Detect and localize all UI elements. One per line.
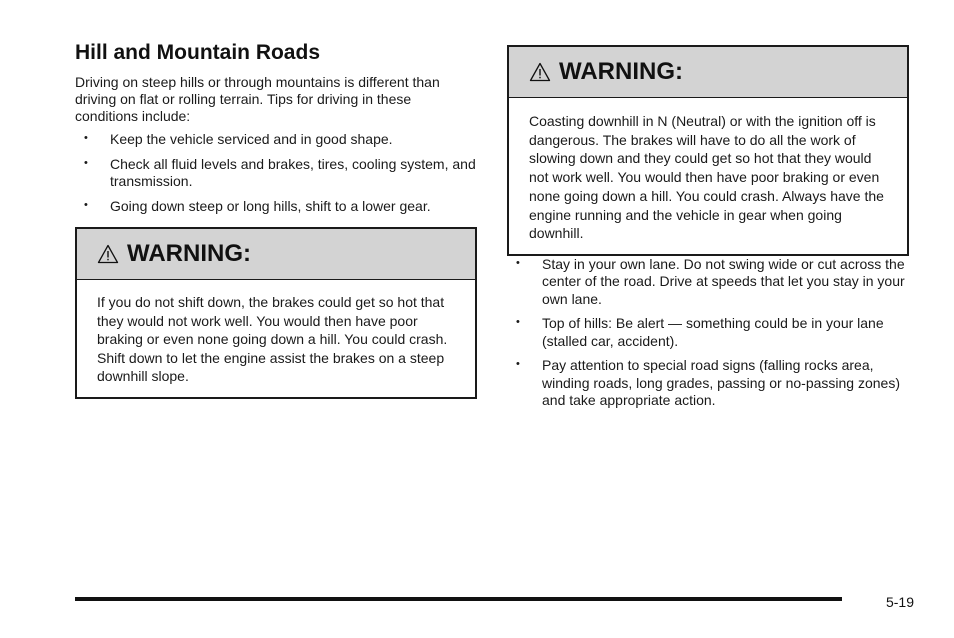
warning-box-downshift [75, 227, 477, 399]
warning-header [509, 47, 907, 98]
list-item: • Top of hills: Be alert — something could be in your lane (stalled car, accident). [516, 315, 884, 349]
list-item: • Pay attention to special road signs (falling rocks area, winding roads, long grades, passing or no-passing zones) and take appropriate action. [516, 357, 900, 409]
tips-list [75, 131, 477, 215]
list-item: • Check all fluid levels and brakes, tires, cooling system, and transmission. [84, 155, 476, 189]
bullet-icon: • [516, 316, 520, 329]
warning-text: If you do not shift down, the brakes could get so hot that they would not work well. You would then have poor braking or even none going down a hill. You could crash. Shift down to let the engine assist the brakes on a steep downhill slope. [97, 294, 448, 384]
list-item: • Going down steep or long hills, shift to a lower gear. [84, 197, 431, 214]
bullet-icon: • [84, 156, 88, 169]
warning-title: WARNING: [127, 240, 251, 267]
warning-header [77, 229, 475, 280]
page-number: 5-19 [885, 594, 914, 610]
left-column [75, 40, 477, 399]
warning-box-coasting [507, 45, 909, 256]
warning-text: Coasting downhill in N (Neutral) or with the ignition off is dangerous. The brakes will have to do all the work of slowing down and they could get so hot that they would not work well. You would then have poor braking or even none going down a hill. You could crash. Always have the engine running and the vehicle in gear when going downhill. [529, 113, 884, 242]
warning-title: WARNING: [559, 58, 683, 85]
right-column [507, 45, 909, 417]
bullet-icon: • [84, 132, 88, 144]
bullet-icon: • [84, 198, 88, 211]
road-tips-list [507, 256, 909, 410]
bullet-icon: • [516, 256, 520, 269]
list-item: • Keep the vehicle serviced and in good shape. [84, 131, 393, 147]
footer-rule [75, 597, 842, 601]
section-title: Hill and Mountain Roads [75, 41, 320, 64]
warning-triangle-icon [97, 244, 119, 264]
list-item: • Stay in your own lane. Do not swing wide or cut across the center of the road. Drive at speeds that let you stay in your own lane. [516, 255, 905, 307]
bullet-icon: • [516, 358, 520, 371]
intro-paragraph: Driving on steep hills or through mountains is different than driving on flat or rolling terrain. Tips for driving in these conditions include: [75, 74, 440, 124]
warning-triangle-icon [529, 62, 551, 82]
